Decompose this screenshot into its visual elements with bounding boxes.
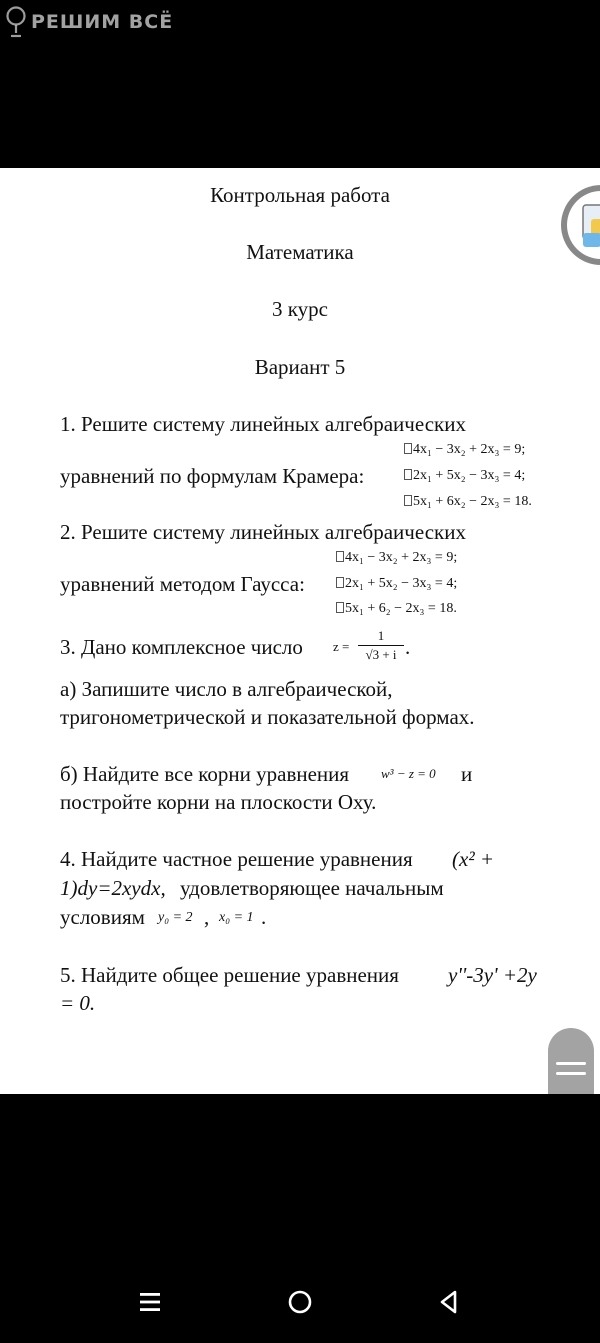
task2-line2: уравнений методом Гаусса: (60, 572, 305, 596)
recent-apps-button[interactable] (130, 1282, 170, 1322)
task1-eq2: 2x₁ + 5x₂ − 3x₃ = 4; (404, 468, 525, 484)
task5-formula-part2: = 0. (60, 991, 96, 1015)
task4-formula-part2: 1)dy=2xydx, (60, 876, 166, 900)
task4-cond2: x₀ = 1 (219, 910, 254, 925)
task3b-line2: постройте корни на плоскости Оху. (60, 790, 377, 814)
task4-line3: условиям (60, 905, 145, 929)
top-bar (0, 0, 600, 168)
task3-fraction (358, 628, 404, 663)
doc-title: Контрольная работа (210, 183, 390, 207)
task2-eq1: 4x₁ − 3x₂ + 2x₃ = 9; (336, 550, 457, 566)
task3b-formula: w³ − z = 0 (381, 766, 436, 781)
task3-formula-end: . (405, 635, 411, 659)
task2-eq2: 2x₁ + 5x₂ − 3x₃ = 4; (336, 576, 457, 592)
task3-fraction-den: √3 + i (365, 647, 397, 662)
task5-line1: 5. Найдите общее решение уравнения (60, 963, 399, 987)
task1-eq1: 4x₁ − 3x₂ + 2x₃ = 9; (404, 442, 525, 458)
task5-formula-part1: y''-3y' +2y (448, 963, 537, 987)
task3a-line1: а) Запишите число в алгебраической, (60, 677, 393, 701)
task3a-line2: тригонометрической и показательной формах. (60, 705, 475, 729)
doc-course: 3 курс (272, 297, 328, 321)
task4-cond1: y₀ = 2 (158, 910, 193, 925)
task1-eq3: 5x₁ + 6x₂ − 2x₃ = 18. (404, 494, 532, 510)
doc-subject: Математика (246, 240, 354, 264)
app-logo[interactable] (4, 4, 173, 40)
recent-apps-icon (138, 1290, 162, 1314)
task4-line2: удовлетворяющее начальным (180, 876, 444, 900)
task1-line1: 1. Решите систему линейных алгебраических (60, 412, 466, 436)
doc-variant: Вариант 5 (254, 355, 346, 379)
task2-eq3: 5x₁ + 6₂ − 2x₃ = 18. (336, 601, 457, 617)
task4-formula-part1: (x² + (452, 847, 495, 871)
task3-formula-lhs: z = (333, 639, 350, 654)
back-icon (437, 1289, 461, 1315)
task4-sep: , (204, 905, 210, 929)
task3-line1: 3. Дано комплексное число (60, 635, 303, 659)
task3b-line1: б) Найдите все корни уравнения (60, 762, 350, 786)
task3b-and: и (461, 762, 473, 786)
navigation-bar (0, 1094, 600, 1343)
home-icon (287, 1289, 313, 1315)
notes-icon (577, 197, 600, 257)
task2-line1: 2. Решите систему линейных алгебраических (60, 520, 466, 544)
home-button[interactable] (280, 1282, 320, 1322)
back-button[interactable] (429, 1282, 469, 1322)
task4-line1: 4. Найдите частное решение уравнения (60, 847, 413, 871)
lightbulb-icon (4, 5, 28, 39)
task4-end: . (261, 905, 267, 929)
logo-text: РЕШИМ ВСЁ (31, 11, 174, 33)
document-page[interactable] (0, 168, 600, 1094)
scroll-handle[interactable] (548, 1028, 594, 1094)
task3-fraction-num: 1 (377, 628, 385, 643)
task1-line2: уравнений по формулам Крамера: (60, 464, 365, 488)
